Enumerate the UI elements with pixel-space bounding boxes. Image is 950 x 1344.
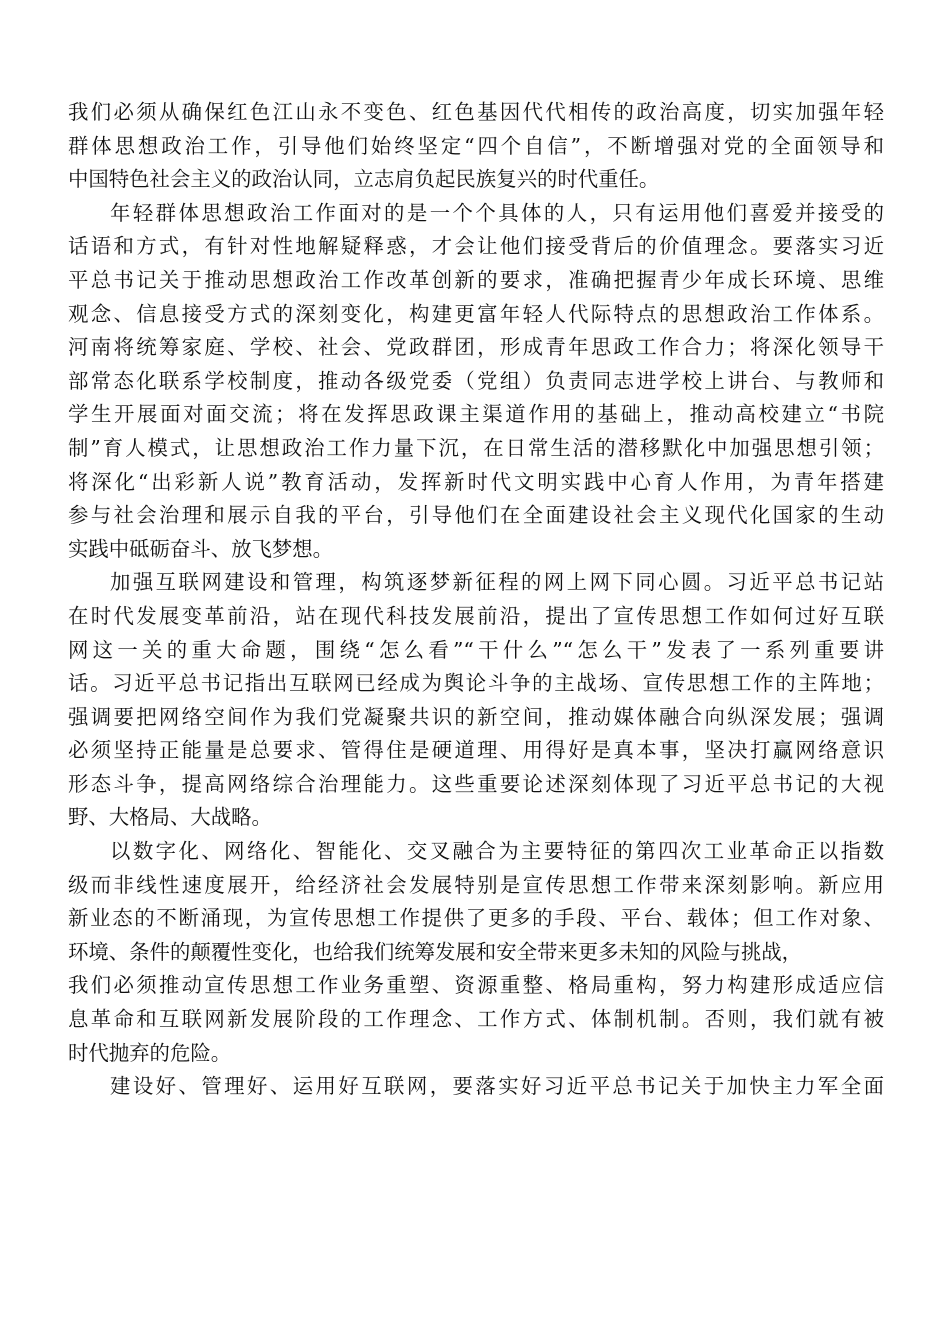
text-line: 建设好、管理好、运用好互联网，要落实好习近平总书记关于加快主力军全面 (110, 1074, 884, 1099)
text-line: 野、大格局、大战略。 (68, 805, 272, 830)
text-line: 必须坚持正能量是总要求、管得住是硬道理、用得好是真本事，坚决打赢网络意识 (68, 738, 884, 763)
text-line: 话语和方式，有针对性地解疑释惑，才会让他们接受背后的价值理念。要落实习近 (68, 234, 884, 259)
text-line: 中国特色社会主义的政治认同，立志肩负起民族复兴的时代重任。 (68, 167, 660, 192)
text-line: 环境、条件的颠覆性变化，也给我们统筹发展和安全带来更多未知的风险与挑战， (68, 939, 803, 964)
text-line: 强调要把网络空间作为我们党凝聚共识的新空间，推动媒体融合向纵深发展；强调 (68, 704, 884, 729)
text-line: 平总书记关于推动思想政治工作改革创新的要求，准确把握青少年成长环境、思维 (68, 267, 884, 292)
text-line: 新业态的不断涌现，为宣传思想工作提供了更多的手段、平台、载体；但工作对象、 (68, 906, 884, 931)
text-line: 制”育人模式，让思想政治工作力量下沉，在日常生活的潜移默化中加强思想引领； (68, 435, 884, 460)
text-line: 息革命和互联网新发展阶段的工作理念、工作方式、体制机制。否则，我们就有被 (68, 1007, 884, 1032)
text-line: 形态斗争，提高网络综合治理能力。这些重要论述深刻体现了习近平总书记的大视 (68, 771, 884, 796)
body-text (68, 96, 884, 1104)
text-line: 时代抛弃的危险。 (68, 1040, 232, 1065)
text-line: 将深化“出彩新人说”教育活动，发挥新时代文明实践中心育人作用，为青年搭建 (68, 469, 884, 494)
text-line: 年轻群体思想政治工作面对的是一个个具体的人，只有运用他们喜爱并接受的 (110, 200, 884, 225)
text-line: 在时代发展变革前沿，站在现代科技发展前沿，提出了宣传思想工作如何过好互联 (68, 603, 884, 628)
text-line: 参与社会治理和展示自我的平台，引导他们在全面建设社会主义现代化国家的生动 (68, 503, 884, 528)
text-line: 学生开展面对面交流；将在发挥思政课主渠道作用的基础上，推动高校建立“书院 (68, 402, 884, 427)
text-line: 以数字化、网络化、智能化、交叉融合为主要特征的第四次工业革命正以指数 (110, 839, 884, 864)
text-line: 实践中砥砺奋斗、放飞梦想。 (68, 536, 334, 561)
text-line: 加强互联网建设和管理，构筑逐梦新征程的网上网下同心圆。习近平总书记站 (110, 570, 884, 595)
text-line: 观念、信息接受方式的深刻变化，构建更富年轻人代际特点的思想政治工作体系。 (68, 301, 884, 326)
text-line: 我们必须从确保红色江山永不变色、红色基因代代相传的政治高度，切实加强年轻 (68, 100, 884, 124)
text-line: 网这一关的重大命题，围绕“怎么看”“干什么”“怎么干”发表了一系列重要讲 (68, 637, 884, 662)
text-line: 部常态化联系学校制度，推动各级党委（党组）负责同志进学校上讲台、与教师和 (68, 368, 884, 393)
text-line: 我们必须推动宣传思想工作业务重塑、资源重整、格局重构，努力构建形成适应信 (68, 973, 884, 998)
text-line: 级而非线性速度展开，给经济社会发展特别是宣传思想工作带来深刻影响。新应用 (68, 872, 884, 897)
text-line: 河南将统筹家庭、学校、社会、党政群团，形成青年思政工作合力；将深化领导干 (68, 335, 884, 360)
text-line: 话。习近平总书记指出互联网已经成为舆论斗争的主战场、宣传思想工作的主阵地； (68, 671, 884, 696)
text-line: 群体思想政治工作，引导他们始终坚定“四个自信”，不断增强对党的全面领导和 (68, 133, 884, 158)
